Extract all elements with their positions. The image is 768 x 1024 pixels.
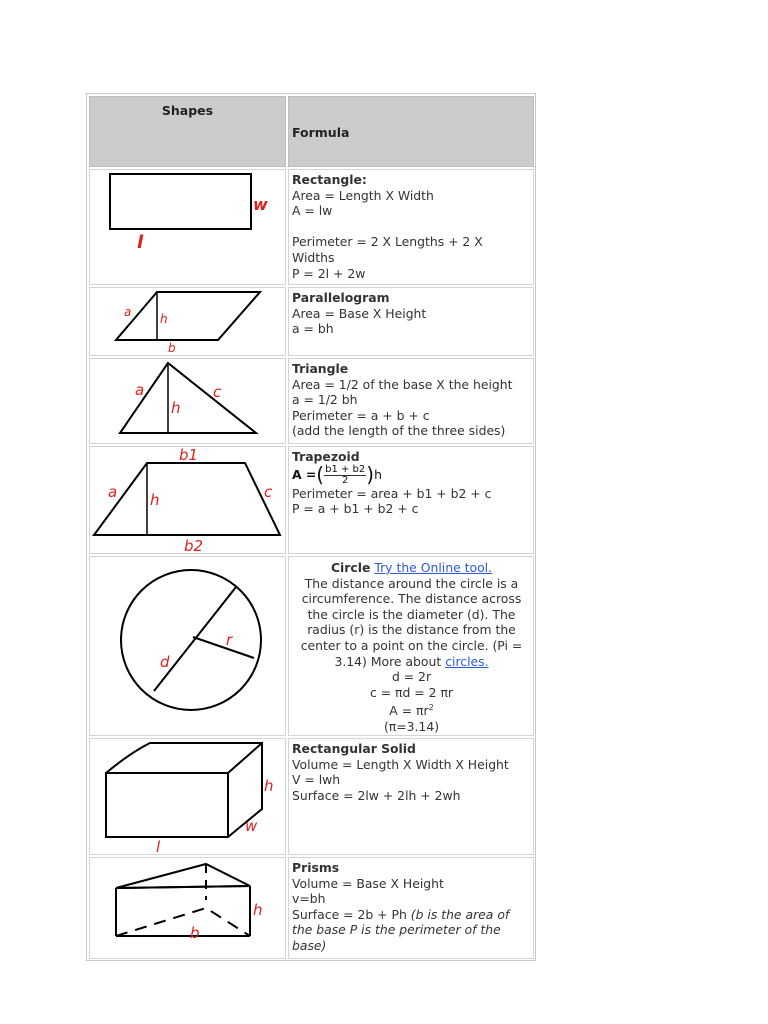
parallelogram-line-1: Area = Base X Height — [292, 305, 427, 321]
rectangle-line-1: Area = Length X Width — [292, 187, 434, 203]
label-w: w — [245, 817, 258, 835]
label-h: h — [160, 312, 168, 326]
label-w: w — [253, 195, 268, 214]
parallelogram-figure-cell — [89, 287, 286, 356]
label-r: r — [226, 631, 233, 649]
parallelogram-title: Parallelogram — [292, 290, 390, 305]
circle-diagram — [90, 557, 286, 736]
rectangle-formula-cell — [288, 169, 534, 285]
label-l: l — [156, 838, 161, 856]
label-a: a — [135, 381, 145, 399]
triangle-diagram — [90, 359, 286, 444]
label-h: h — [253, 901, 263, 919]
rect-solid-line-3: Surface = 2lw + 2lh + 2wh — [292, 787, 461, 803]
triangle-figure-cell — [89, 358, 286, 444]
rect-solid-diagram — [90, 739, 286, 855]
label-c: c — [264, 483, 273, 501]
trapezoid-fraction — [324, 465, 366, 486]
circle-description: The distance around the circle is a circumference. The distance across the circle is the diameter (d). The radius (r) is the distance from the center to a point on the circle. (Pi = 3.14) More about — [300, 575, 523, 669]
rect-solid-title: Rectangular Solid — [292, 741, 416, 756]
circle-area-exponent: 2 — [428, 703, 434, 713]
triangle-line-1: Area = 1/2 of the base X the height — [292, 376, 513, 392]
online-tool-link[interactable]: Try the Online tool. — [374, 560, 493, 575]
label-d: d — [160, 653, 170, 671]
label-b: b — [190, 924, 200, 942]
label-b1: b1 — [179, 447, 199, 464]
rectangle-line-5: Widths — [292, 249, 335, 265]
label-l: l — [137, 232, 144, 253]
header-formula: Formula — [288, 96, 534, 167]
rect-solid-line-2: V = lwh — [292, 772, 341, 788]
circle-line-a — [292, 700, 531, 719]
parallelogram-line-2: a = bh — [292, 321, 334, 337]
prisms-formula-cell — [288, 857, 534, 959]
trapezoid-area-formula: A =( $\frac{b1 + b2}{2}$ )h — [292, 462, 382, 487]
circle-formula-cell — [288, 556, 534, 736]
trapezoid-line-2: P = a + b1 + b2 + c — [292, 501, 419, 517]
rect-solid-formula-cell — [288, 738, 534, 855]
prisms-surface-note: (b is the area of the base P is the perimeter of the base) — [292, 906, 510, 953]
triangle-line-3: Perimeter = a + b + c — [292, 407, 430, 423]
header-shapes: Shapes — [89, 96, 286, 167]
label-h: h — [150, 491, 160, 509]
trapezoid-line-1: Perimeter = area + b1 + b2 + c — [292, 485, 492, 501]
trapezoid-formula-prefix: A = — [292, 466, 317, 482]
prisms-diagram — [90, 858, 286, 959]
circle-area-text: A = πr — [389, 703, 429, 719]
trapezoid-diagram — [90, 447, 286, 554]
shapes-formula-table — [86, 93, 536, 961]
circle-figure-cell — [89, 556, 286, 736]
trapezoid-figure-cell — [89, 446, 286, 554]
triangle-line-4: (add the length of the three sides) — [292, 423, 506, 439]
label-a: a — [108, 483, 118, 501]
triangle-line-2: a = 1/2 bh — [292, 392, 358, 408]
fraction-denominator: 2 — [342, 474, 349, 486]
parallelogram-diagram — [90, 288, 286, 356]
circle-line-pi: (π=3.14) — [383, 719, 440, 735]
rectangle-line-2: A = lw — [292, 203, 333, 219]
fraction-numerator: b1 + b2 — [325, 463, 366, 475]
prisms-title: Prisms — [292, 860, 340, 875]
triangle-formula-cell — [288, 358, 534, 444]
label-c: c — [213, 383, 222, 401]
label-h: h — [264, 777, 274, 795]
circle-title: Circle — [330, 560, 371, 575]
rectangle-title: Rectangle: — [292, 172, 367, 187]
rectangle-line-4: Perimeter = 2 X Lengths + 2 X — [292, 234, 483, 250]
prisms-line-1: Volume = Base X Height — [292, 875, 444, 891]
trapezoid-formula-cell — [288, 446, 534, 554]
prisms-surface: Surface = 2b + Ph — [292, 906, 407, 922]
triangle-title: Triangle — [292, 361, 349, 376]
trapezoid-formula-suffix: h — [374, 466, 382, 482]
label-a: a — [124, 305, 132, 319]
prisms-figure-cell — [89, 857, 286, 959]
prisms-line-2: v=bh — [292, 891, 326, 907]
circle-line-c: c = πd = 2 πr — [369, 684, 454, 700]
rect-solid-line-1: Volume = Length X Width X Height — [292, 756, 509, 772]
label-b: b — [168, 341, 176, 355]
parallelogram-formula-cell — [288, 287, 534, 356]
rect-solid-figure-cell — [89, 738, 286, 855]
label-h: h — [171, 399, 181, 417]
rectangle-diagram — [90, 170, 286, 285]
label-b2: b2 — [184, 537, 204, 555]
rectangle-line-6: P = 2l + 2w — [292, 265, 366, 281]
rectangle-line-3 — [292, 219, 531, 235]
circles-link[interactable]: circles. — [445, 653, 489, 669]
trapezoid-title: Trapezoid — [292, 449, 360, 464]
circle-line-d: d = 2r — [391, 669, 432, 685]
rectangle-figure-cell — [89, 169, 286, 285]
